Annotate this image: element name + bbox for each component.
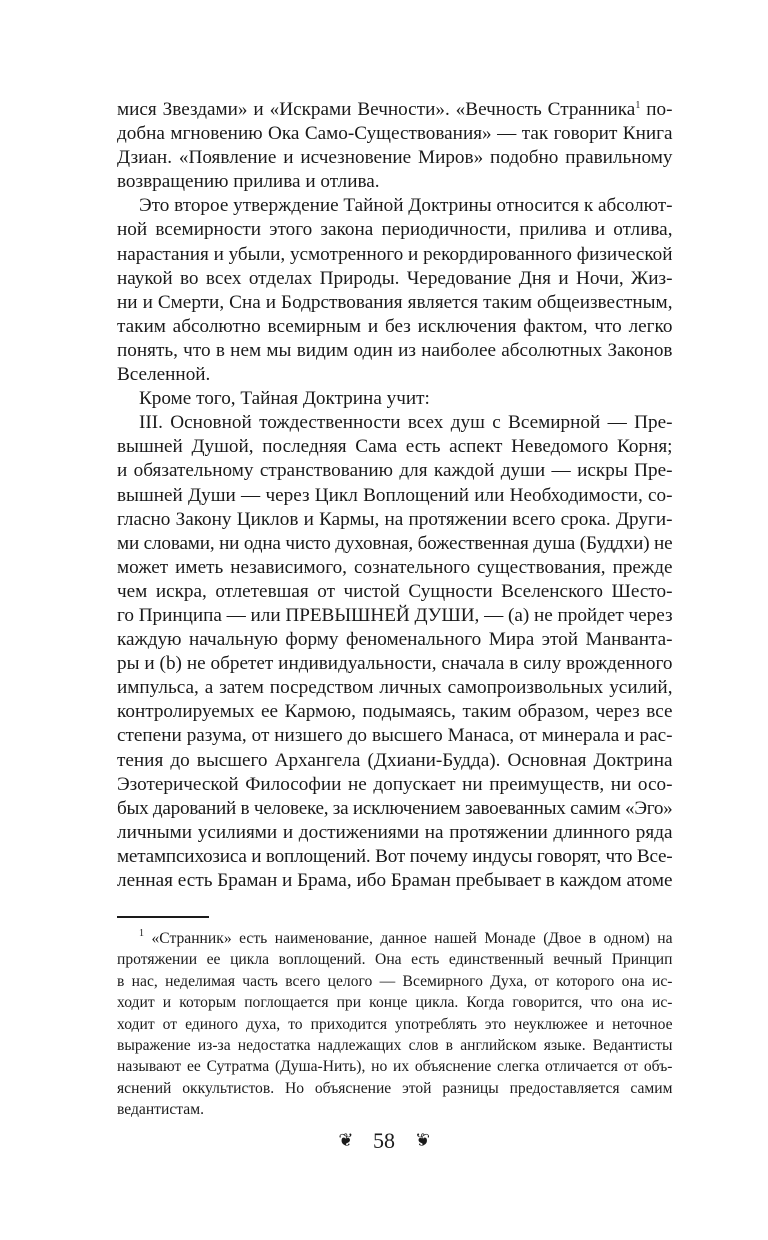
- line-text: ходит от единого духа, то приходится употреблять это неуклюжее и неточное: [117, 1015, 673, 1033]
- line-text: ведантистам.: [117, 1101, 204, 1119]
- text-line: [117, 194, 673, 218]
- text-line-content: [117, 267, 673, 291]
- line-text: нарастания и убыли, усмотренного и рекордированного физической: [117, 243, 673, 265]
- text-line: [117, 435, 673, 459]
- line-text: может иметь независимого, сознательного существования, прежде: [117, 556, 673, 578]
- line-text: III. Основной тождественности всех душ с Всемирной — Пре-: [139, 412, 673, 434]
- footnote-marker[interactable]: 1: [139, 928, 144, 939]
- main-text: [117, 98, 673, 893]
- text-line: [117, 845, 673, 869]
- text-line-content: [117, 556, 673, 580]
- footnote-line: [117, 949, 673, 970]
- text-line: [117, 122, 673, 146]
- line-text: и обязательному странствованию для каждой души — искры Пре-: [117, 460, 673, 482]
- text-line: [117, 821, 673, 845]
- line-text: в нас, неделимая часть всего целого — Всемирного Духа, от которого она ис-: [117, 972, 673, 990]
- line-text: яснений оккультистов. Но объяснение этой разницы предоставляется самим: [117, 1079, 673, 1097]
- line-text: выражение из-за недостатка надлежащих слов в английском языке. Ведантисты: [117, 1037, 673, 1055]
- line-text: Эзотерической Философии не допускает ни преимуществ, ни осо-: [117, 773, 673, 795]
- line-text: чем искра, отлетевшая от чистой Сущности Вселенского Шесто-: [117, 580, 673, 602]
- text-line-content: [117, 363, 210, 387]
- footnote-line-content: [117, 1078, 673, 1099]
- footnote-line-content: [117, 992, 673, 1013]
- footnote-line-content: [117, 1056, 673, 1077]
- text-line: [117, 604, 673, 628]
- ornament-left-icon: ❦: [338, 1130, 354, 1150]
- line-text: метампсихозиса и воплощений. Вот почему индусы говорят, что Все-: [117, 845, 673, 867]
- page-footer: [0, 1128, 768, 1154]
- text-line: [117, 580, 673, 604]
- line-text: мися Звездами» и «Искрами Вечности». «Вечность Странника: [117, 99, 636, 120]
- line-text: вышней Душой, последняя Сама есть аспект Неведомого Корня;: [117, 436, 673, 458]
- line-text: возвращению прилива и отлива.: [117, 171, 380, 193]
- line-text: ми словами, ни одна чисто духовная, божественная душа (Буддхи) не: [117, 532, 673, 554]
- footnote-divider: [117, 916, 209, 918]
- text-line: [117, 315, 673, 339]
- text-line-content: [117, 339, 673, 363]
- footnote-line-content: [117, 971, 673, 992]
- text-line: [117, 459, 673, 483]
- line-text: Кроме того, Тайная Доктрина учит:: [139, 388, 430, 410]
- page-number: 58: [373, 1128, 395, 1153]
- text-line-content: [117, 724, 673, 748]
- text-line: [117, 652, 673, 676]
- text-line: [117, 267, 673, 291]
- line-text: Дзиан. «Появление и исчезновение Миров» подобно правильному: [117, 147, 673, 169]
- text-line-content: [117, 170, 380, 194]
- footnote-line-content: [117, 1035, 673, 1056]
- text-line: [117, 532, 673, 556]
- line-text: ходит и которым поглощается при конце цикла. Когда говорится, что она ис-: [117, 994, 673, 1012]
- text-line-content: [117, 146, 673, 170]
- text-line-content: [117, 676, 673, 700]
- text-line-content: [117, 218, 673, 242]
- text-line-content: [117, 315, 673, 339]
- text-line: [117, 628, 673, 652]
- line-text: бых дарований в человеке, за исключением завоеванных самим «Эго»: [117, 797, 673, 819]
- line-text: добна мгновению Ока Само-Существования» — так говорит Книга: [117, 123, 673, 145]
- footnote-line: [117, 928, 673, 949]
- footnote-line-content: [117, 1099, 204, 1120]
- text-line: [117, 291, 673, 315]
- line-text: вышней Души — через Цикл Воплощений или Необходимости, со-: [117, 484, 673, 506]
- text-line: [117, 749, 673, 773]
- line-text: Вселенной.: [117, 364, 211, 386]
- footnote-line: [117, 1056, 673, 1077]
- text-line-content: [117, 797, 673, 821]
- text-line-content: [117, 291, 673, 315]
- footnote-line: [117, 1014, 673, 1035]
- text-line-content: [117, 459, 673, 483]
- text-line: [117, 797, 673, 821]
- text-line: [117, 869, 673, 893]
- text-line: [117, 508, 673, 532]
- text-line-content: [117, 869, 673, 893]
- footnote-line: [117, 992, 673, 1013]
- line-text: наукой во всех отделах Природы. Чередование Дня и Ночи, Жиз-: [117, 267, 673, 289]
- text-line-content: [117, 821, 673, 845]
- line-text: контролируемых ее Кармою, подымаясь, таким образом, через все: [117, 701, 673, 723]
- text-line-content: [139, 194, 673, 218]
- line-text: ленная есть Браман и Брама, ибо Браман пребывает в каждом атоме: [117, 870, 673, 891]
- text-line-content: [117, 484, 673, 508]
- text-line-content: [117, 580, 673, 604]
- text-line: [117, 676, 673, 700]
- footnote-line-content: [117, 1014, 673, 1035]
- text-line-content: [117, 628, 673, 652]
- text-line-content: [117, 508, 673, 532]
- line-text: тения до высшего Архангела (Дхиани-Будда). Основная Доктрина: [117, 749, 673, 771]
- line-text: протяжении ее цикла воплощений. Она есть единственный вечный Принцип: [117, 951, 673, 969]
- text-line-content: [117, 773, 673, 797]
- text-line-content: [117, 243, 673, 267]
- text-line: [117, 363, 673, 387]
- text-line-content: [117, 532, 673, 556]
- text-line-content: [117, 604, 673, 628]
- footnote-line: [117, 1099, 673, 1120]
- footnote-line: [117, 1078, 673, 1099]
- line-text: понять, что в нем мы видим один из наиболее абсолютных Законов: [117, 339, 673, 361]
- text-line: [117, 387, 673, 411]
- footnote-line-content: [117, 949, 673, 970]
- footnote-line: [117, 1035, 673, 1056]
- ornament-right-icon: ❦: [414, 1130, 430, 1150]
- footnotes: [117, 928, 673, 1121]
- text-line-content: [117, 98, 673, 122]
- text-line: [117, 339, 673, 363]
- text-line-content: [117, 122, 673, 146]
- text-line: [117, 146, 673, 170]
- line-text: называют ее Сутратма (Душа-Нить), но их объяснение слегка отличается от объ-: [117, 1058, 673, 1076]
- text-line-content: [117, 435, 673, 459]
- text-line: [117, 724, 673, 748]
- text-line-content: [139, 411, 673, 435]
- footnote-line: [117, 971, 673, 992]
- text-line: [117, 218, 673, 242]
- line-text: ры и (b) не обретет индивидуальности, сначала в силу врожденного: [117, 653, 673, 675]
- text-line: [117, 556, 673, 580]
- line-text: таким абсолютно всемирным и без исключения фактом, что легко: [117, 315, 673, 337]
- line-text: степени разума, от низшего до высшего Манаса, от минерала и рас-: [117, 725, 673, 747]
- line-text: Это второе утверждение Тайной Доктрины относится к абсолют-: [139, 195, 673, 217]
- text-line-content: [117, 652, 673, 676]
- text-line: [117, 98, 673, 122]
- text-line: [117, 700, 673, 724]
- line-text: по-: [640, 99, 673, 120]
- text-line: [117, 773, 673, 797]
- text-line-content: [139, 387, 430, 411]
- footnote-line-content: [139, 928, 673, 949]
- line-text: импульса, а затем посредством личных самопроизвольных усилий,: [117, 677, 673, 699]
- text-line: [117, 243, 673, 267]
- line-text: ной всемирности этого закона периодичности, прилива и отлива,: [117, 219, 673, 241]
- text-line: [117, 484, 673, 508]
- text-line-content: [117, 845, 673, 869]
- line-text: каждую начальную форму феноменального Мира этой Манванта-: [117, 629, 673, 651]
- line-text: го Принципа — или ПРЕВЫШНЕЙ ДУШИ, — (a) не пройдет через: [117, 604, 673, 626]
- line-text: личными усилиями и достижениями на протяжении длинного ряда: [117, 821, 673, 843]
- line-text: ни и Смерти, Сна и Бодрствования является таким общеизвестным,: [117, 291, 673, 313]
- text-line: [117, 411, 673, 435]
- line-text: «Странник» есть наименование, данное нашей Монаде (Двое в одном) на: [144, 930, 673, 947]
- text-line-content: [117, 749, 673, 773]
- text-line: [117, 170, 673, 194]
- text-line-content: [117, 700, 673, 724]
- footnote-marker[interactable]: 1: [635, 100, 641, 111]
- line-text: гласно Закону Циклов и Кармы, на протяжении всего срока. Други-: [117, 508, 673, 530]
